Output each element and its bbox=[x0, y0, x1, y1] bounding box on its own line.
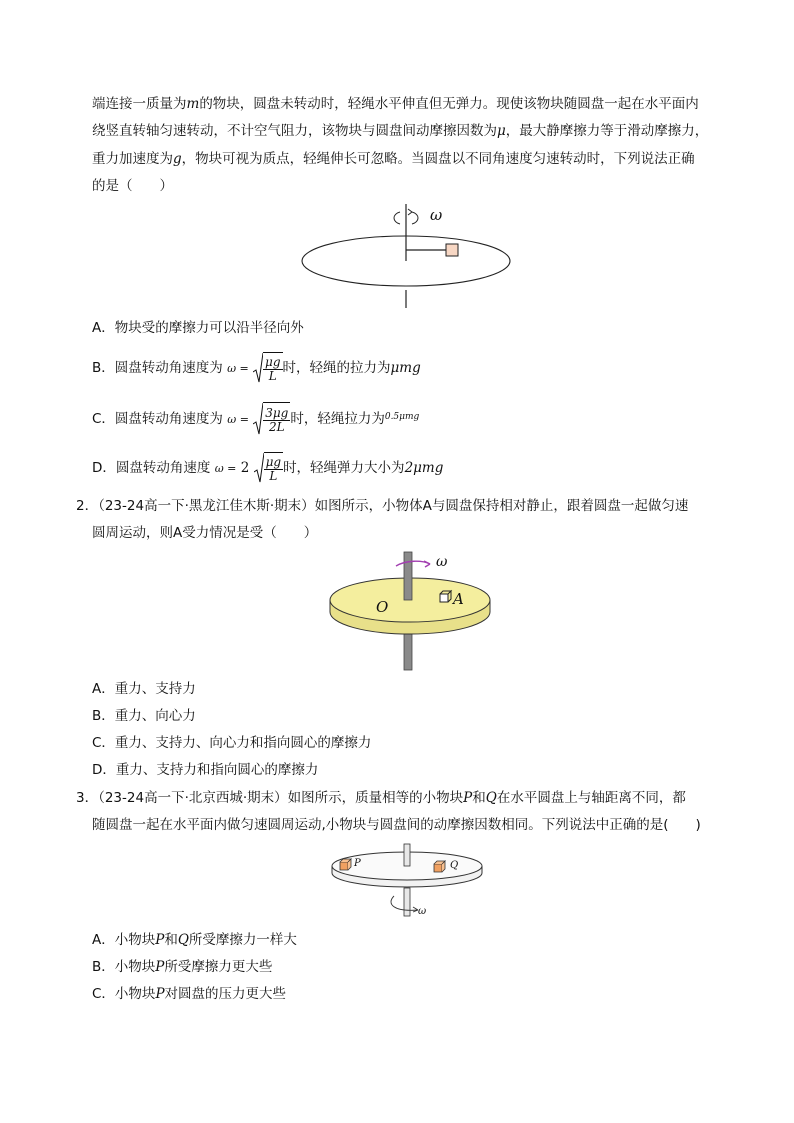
text: B．重力、向心力 bbox=[92, 708, 196, 724]
q2-figure-disc bbox=[326, 548, 496, 674]
q1-line-1 bbox=[92, 94, 699, 114]
text: C．重力、支持力、向心力和指向圆心的摩擦力 bbox=[92, 735, 372, 751]
den: L bbox=[269, 468, 278, 483]
q3-line-2 bbox=[92, 815, 701, 835]
q3-q-label: Q bbox=[450, 860, 459, 871]
num: μg bbox=[265, 354, 281, 369]
q2-omega-label: ω bbox=[436, 554, 448, 570]
q3-option-a[interactable] bbox=[92, 930, 297, 950]
text: C．圆盘转动角速度为 bbox=[92, 411, 223, 427]
text: 绕竖直转轴匀速转动，不计空气阻力，该物块与圆盘间动摩擦因数为 bbox=[92, 123, 497, 139]
q3-line-1 bbox=[76, 788, 686, 808]
q1-disc-svg bbox=[296, 202, 516, 312]
q3-option-b[interactable] bbox=[92, 957, 272, 977]
var-p: P bbox=[463, 790, 473, 806]
num: μg bbox=[265, 454, 282, 469]
q2-line-1 bbox=[76, 496, 688, 516]
text: 3．（23-24高一下·北京西城·期末）如图所示，质量相等的小物块 bbox=[76, 790, 464, 806]
q1-figure-disc bbox=[296, 202, 516, 312]
text: 和 bbox=[164, 932, 178, 948]
q1-line-2 bbox=[92, 121, 708, 141]
q3-figure-disc bbox=[328, 840, 488, 920]
q1-line-3 bbox=[92, 149, 695, 169]
coef: 2 bbox=[240, 460, 250, 476]
value: μmg bbox=[390, 360, 421, 376]
q1-line-4 bbox=[92, 176, 173, 196]
text: ，最大静摩擦力等于滑动摩擦力， bbox=[505, 123, 709, 139]
text: 所受摩擦力更大些 bbox=[164, 959, 273, 975]
text: B．圆盘转动角速度为 bbox=[92, 360, 223, 376]
text: 的是（ ） bbox=[92, 178, 173, 194]
q3-disc-svg bbox=[328, 840, 488, 920]
q2-option-b[interactable] bbox=[92, 706, 196, 726]
text: C．小物块 bbox=[92, 986, 156, 1002]
sqrt-sign bbox=[253, 402, 263, 436]
text: 时，轻绳弹力大小为 bbox=[283, 460, 405, 476]
var-q: Q bbox=[177, 932, 189, 948]
text: 随圆盘一起在水平面内做匀速圆周运动,小物块与圆盘间的动摩擦因数相同。下列说法中正确的是( ) bbox=[92, 817, 701, 833]
var-mu: μ bbox=[497, 123, 506, 139]
text: 所受摩擦力一样大 bbox=[188, 932, 297, 948]
sqrt-d bbox=[254, 452, 283, 484]
text: 在水平圆盘上与轴距离不同，都 bbox=[496, 790, 686, 806]
sqrt-b bbox=[253, 352, 282, 384]
omega-eq: ω = bbox=[227, 362, 249, 375]
var-g: g bbox=[173, 151, 182, 167]
omega-eq: ω = bbox=[214, 462, 237, 475]
q3-option-c[interactable] bbox=[92, 984, 286, 1004]
text: 时，轻绳拉力为 bbox=[290, 411, 385, 427]
den: L bbox=[268, 368, 277, 383]
sqrt-sign bbox=[253, 352, 263, 384]
sqrt-c bbox=[253, 402, 290, 436]
text: 端连接一质量为 bbox=[92, 96, 187, 112]
text: 时，轻绳的拉力为 bbox=[282, 360, 391, 376]
q1-option-a[interactable] bbox=[92, 318, 304, 338]
text: D．重力、支持力和指向圆心的摩擦力 bbox=[92, 762, 319, 778]
var-p: P bbox=[155, 986, 165, 1002]
text: D．圆盘转动角速度 bbox=[92, 460, 211, 476]
q1-option-d[interactable] bbox=[92, 452, 443, 484]
q3-p-label: P bbox=[354, 858, 361, 869]
text: 2．（23-24高一下·黑龙江佳木斯·期末）如图所示，小物体A与圆盘保持相对静止，跟着圆盘一起做匀速 bbox=[76, 498, 689, 514]
text: A．小物块 bbox=[92, 932, 156, 948]
den: 2L bbox=[268, 419, 285, 434]
num: 3μg bbox=[265, 405, 289, 420]
q2-o-label: O bbox=[376, 598, 389, 616]
q1-option-b[interactable] bbox=[92, 352, 421, 384]
text: ，物块可视为质点，轻绳伸长可忽略。当圆盘以不同角速度匀速转动时，下列说法正确 bbox=[181, 151, 695, 167]
value: 0.5μmg bbox=[384, 412, 420, 422]
q2-option-a[interactable] bbox=[92, 679, 196, 699]
text: 的物块，圆盘未转动时，轻绳水平伸直但无弹力。现使该物块随圆盘一起在水平面内 bbox=[199, 96, 699, 112]
q1-option-c[interactable] bbox=[92, 401, 419, 436]
q2-disc-svg bbox=[326, 548, 496, 674]
text: 对圆盘的压力更大些 bbox=[164, 986, 287, 1002]
var-p: P bbox=[155, 959, 165, 975]
q3-omega-label: ω bbox=[418, 906, 427, 917]
text: 和 bbox=[472, 790, 486, 806]
q2-option-d[interactable] bbox=[92, 760, 318, 780]
text: B．小物块 bbox=[92, 959, 156, 975]
text: 重力加速度为 bbox=[92, 151, 173, 167]
omega-eq: ω = bbox=[227, 413, 249, 426]
text: A．重力、支持力 bbox=[92, 681, 196, 697]
text: A．物块受的摩擦力可以沿半径向外 bbox=[92, 320, 304, 336]
q2-option-c[interactable] bbox=[92, 733, 371, 753]
var-p: P bbox=[155, 932, 165, 948]
text: 圆周运动，则A受力情况是受（ ） bbox=[92, 525, 318, 541]
q2-line-2 bbox=[92, 523, 317, 543]
sqrt-sign bbox=[254, 452, 264, 484]
q2-a-label: A bbox=[453, 590, 464, 608]
value: 2μmg bbox=[404, 460, 444, 476]
var-m: m bbox=[186, 96, 200, 112]
q1-omega-label: ω bbox=[430, 206, 443, 224]
var-q: Q bbox=[485, 790, 497, 806]
